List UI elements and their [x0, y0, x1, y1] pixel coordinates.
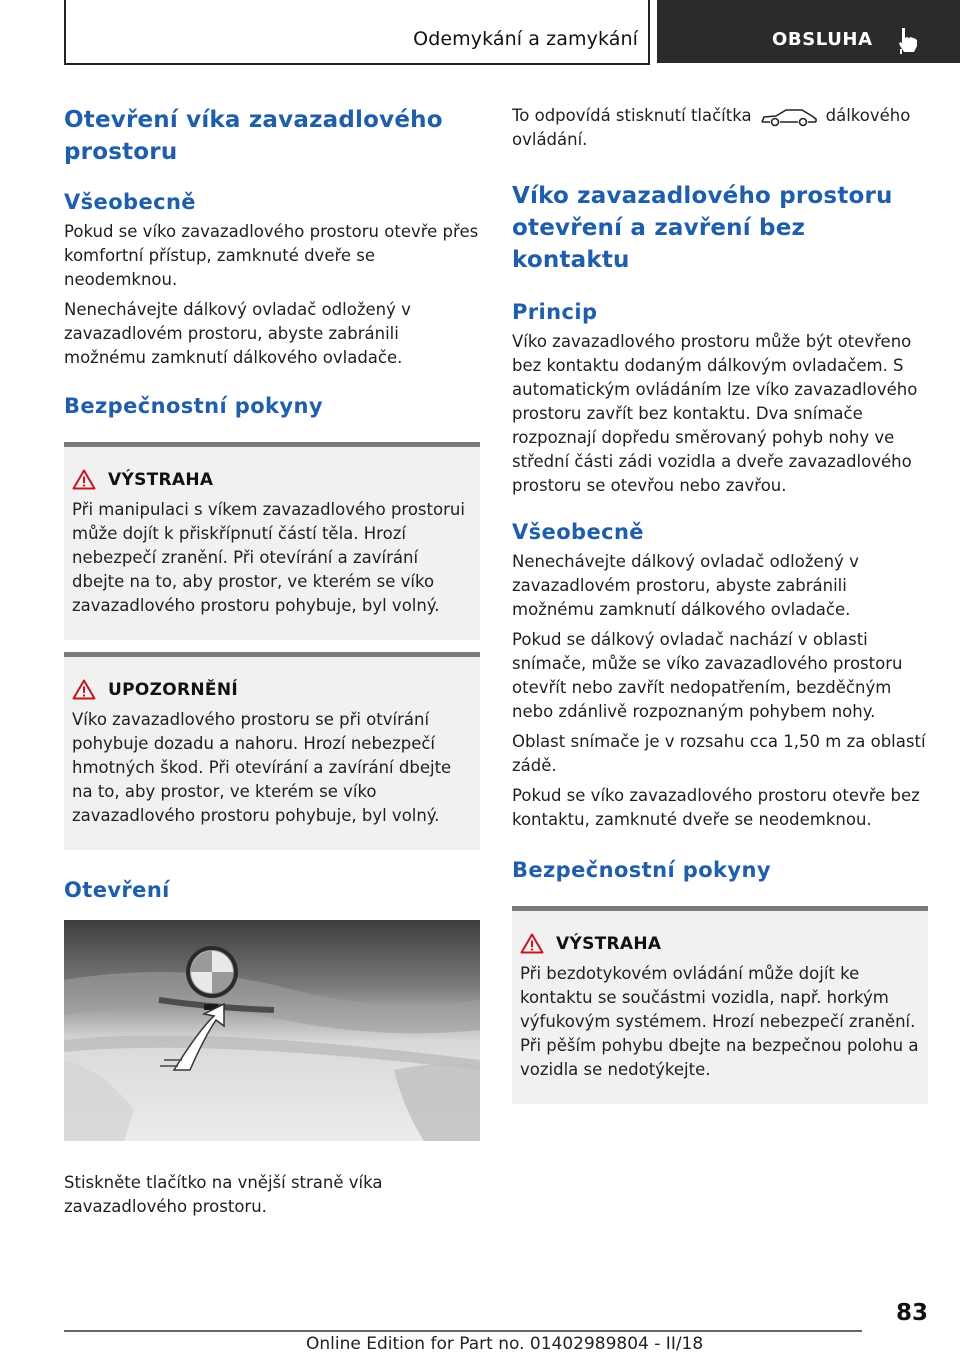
footer-edition: Online Edition for Part no. 01402989804 - II/18 — [306, 1334, 704, 1354]
warning-box — [512, 906, 928, 1104]
paragraph: Nenechávejte dálkový ovladač odložený v zavazadlovém prostoru, abyste zabránili možnému zamknutí dálkového ovladače. — [64, 300, 411, 367]
paragraph: Pokud se víko zavazadlového prostoru otevře bez kontaktu, zamknuté dveře se neodemknou. — [512, 786, 920, 829]
warning-title: VÝSTRAHA — [556, 933, 662, 954]
warning-triangle-icon — [72, 679, 96, 700]
paragraph: Oblast snímače je v rozsahu cca 1,50 m za oblastí zádě. — [512, 732, 926, 775]
hand-pointer-icon — [896, 26, 922, 54]
warning-header — [72, 469, 472, 490]
paragraph: Nenechávejte dálkový ovladač odložený v zavazadlovém prostoru, abyste zabránili možnému zamknutí dálkového ovladače. — [512, 552, 859, 619]
right-column — [512, 104, 928, 1104]
warning-header — [520, 933, 920, 954]
subheading-general: Všeobecně — [512, 520, 644, 544]
footer-rule — [64, 1330, 862, 1332]
warning-triangle-icon — [72, 469, 96, 490]
header-section-title: Odemykání a zamykání — [413, 28, 638, 50]
warning-box — [64, 442, 480, 640]
tailgate-button-photo — [64, 920, 480, 1141]
intro-text-start: To odpovídá stisknutí tlačítka — [512, 106, 752, 125]
notice-text: Víko zavazadlového prostoru se při otvírání pohybuje dozadu a nahoru. Hrozí nebezpečí hmotných škod. Při otevírání a zavírání dbejte na to, aby prostor, ve kterém se víko zavazadlového prostoru pohybuje, byl volný. — [72, 710, 452, 825]
intro-text-end: dálkového ovládání. — [512, 106, 911, 149]
paragraph: Víko zavazadlového prostoru může být otevřeno bez kontaktu dodaným dálkovým ovladačem. S automatickým ovládáním lze víko zavazadlového prostoru zavřít bez kontaktu. Dva snímače rozpoznají dopředu směrovaný pohyb nohy ve střední části zádi vozidla a dveře zavazadlového prostoru se otevřou nebo zavřou. — [512, 332, 918, 495]
paragraph: Pokud se dálkový ovladač nachází v oblasti snímače, může se víko zavazadlového prostoru otevřít nebo zavřít nedopatřením, bezděčným nebo zdánlivě rozpoznaným pohybem nohy. — [512, 630, 903, 721]
warning-text: Při bezdotykovém ovládání může dojít ke kontaktu se součástmi vozidla, např. horkým výfukovým systémem. Hrozí nebezpečí zranění. Při pěším pohybu dbejte na bezpečnou polohu a vozidla se nedotýkejte. — [520, 964, 919, 1079]
notice-title: UPOZORNĚNÍ — [108, 679, 238, 700]
header-rule-bottom — [64, 63, 650, 65]
warning-text: Při manipulaci s víkem zavazadlového prostorui může dojít k přiskřípnutí částí těla. Hrozí nebezpečí zranění. Při otevírání a zavírání dbejte na to, aby prostor, ve kterém se víko zavazadlového prostoru pohybuje, byl volný. — [72, 500, 465, 615]
section-title: Otevření víka zavazadlového prostoru — [64, 107, 443, 165]
header-chapter-label: OBSLUHA — [772, 29, 873, 50]
paragraph: Pokud se víko zavazadlového prostoru otevře přes komfortní přístup, zamknuté dveře se neodemknou. — [64, 222, 479, 289]
car-tailgate-key-icon — [760, 107, 818, 127]
left-column — [64, 104, 480, 1219]
header-rule-left — [64, 0, 66, 64]
subheading-safety: Bezpečnostní pokyny — [512, 858, 771, 882]
warning-triangle-icon — [520, 933, 544, 954]
header-rule-right — [648, 0, 650, 64]
subheading-general: Všeobecně — [64, 190, 196, 214]
subheading-opening: Otevření — [64, 878, 170, 902]
warning-title: VÝSTRAHA — [108, 469, 214, 490]
section-title: Víko zavazadlového prostoru otevření a zavření bez kontaktu — [512, 183, 893, 273]
intro-paragraph — [512, 104, 928, 152]
subheading-principle: Princip — [512, 300, 598, 324]
subheading-safety: Bezpečnostní pokyny — [64, 394, 323, 418]
photo-caption: Stiskněte tlačítko na vnější straně víka zavazadlového prostoru. — [64, 1173, 383, 1216]
notice-header — [72, 679, 472, 700]
tailgate-illustration — [64, 920, 480, 1141]
notice-box — [64, 652, 480, 850]
page-number: 83 — [895, 1300, 928, 1326]
